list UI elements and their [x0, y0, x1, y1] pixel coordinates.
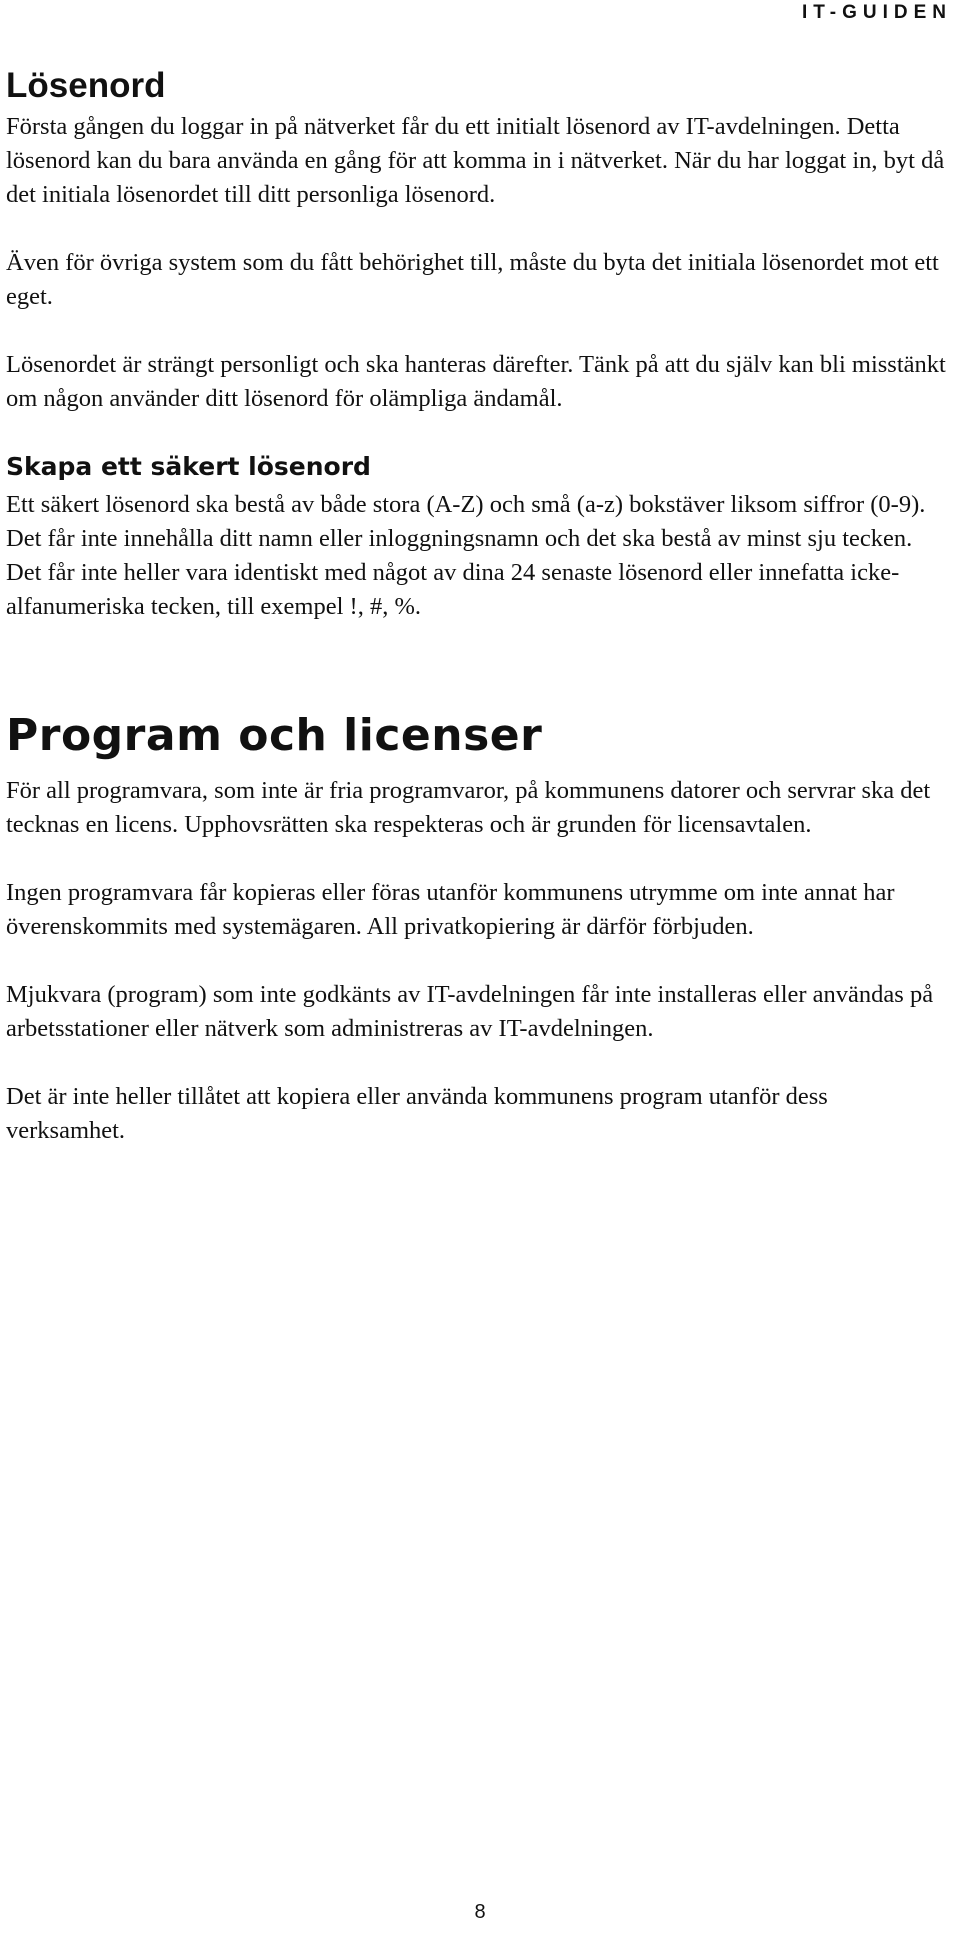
paragraph: Första gången du loggar in på nätverket får du ett initialt lösenord av IT-avdelningen. Detta lösenord kan du bara använda en gång för att komma in i nätverket. När du har loggat in, byt då det initiala lösenordet till ditt personliga lösenord.: [6, 113, 945, 208]
paragraph: Ingen programvara får kopieras eller föras utanför kommunens utrymme om inte annat har överenskommits med systemägaren. All privatkopiering är därför förbjuden.: [6, 879, 895, 940]
paragraph: Ett säkert lösenord ska bestå av både stora (A-Z) och små (a-z) bokstäver liksom siffror (0-9). Det får inte innehålla ditt namn eller inloggningsnamn och det ska bestå av minst sju tecken. Det får inte heller vara identiskt med något av dina 24 senaste lösenord eller innefatta icke-alfanumeriska tecken, till exempel !, #, %.: [6, 491, 926, 620]
paragraph: Mjukvara (program) som inte godkänts av IT-avdelningen får inte installeras eller användas på arbetsstationer eller nätverk som administreras av IT-avdelningen.: [6, 981, 934, 1042]
section-title-secure-password: Skapa ett säkert lösenord: [6, 452, 371, 481]
paragraph: För all programvara, som inte är fria programvaror, på kommunens datorer och servrar ska det tecknas en licens. Upphovsrätten ska respekteras och är grunden för licensavtalen.: [6, 777, 931, 838]
page-number: 8: [474, 1901, 486, 1923]
running-header: IT-GUIDEN: [801, 2, 952, 23]
paragraph: Även för övriga system som du fått behörighet till, måste du byta det initiala lösenordet mot ett eget.: [6, 249, 939, 310]
paragraph: Det är inte heller tillåtet att kopiera eller använda kommunens program utanför dess verksamhet.: [6, 1083, 828, 1144]
page-content: [6, 66, 950, 1148]
paragraph: Lösenordet är strängt personligt och ska hanteras därefter. Tänk på att du själv kan bli misstänkt om någon använder ditt lösenord för olämpliga ändamål.: [6, 351, 946, 412]
section-title-software-licenses: Program och licenser: [6, 710, 543, 761]
section-title-password: Lösenord: [6, 66, 166, 105]
